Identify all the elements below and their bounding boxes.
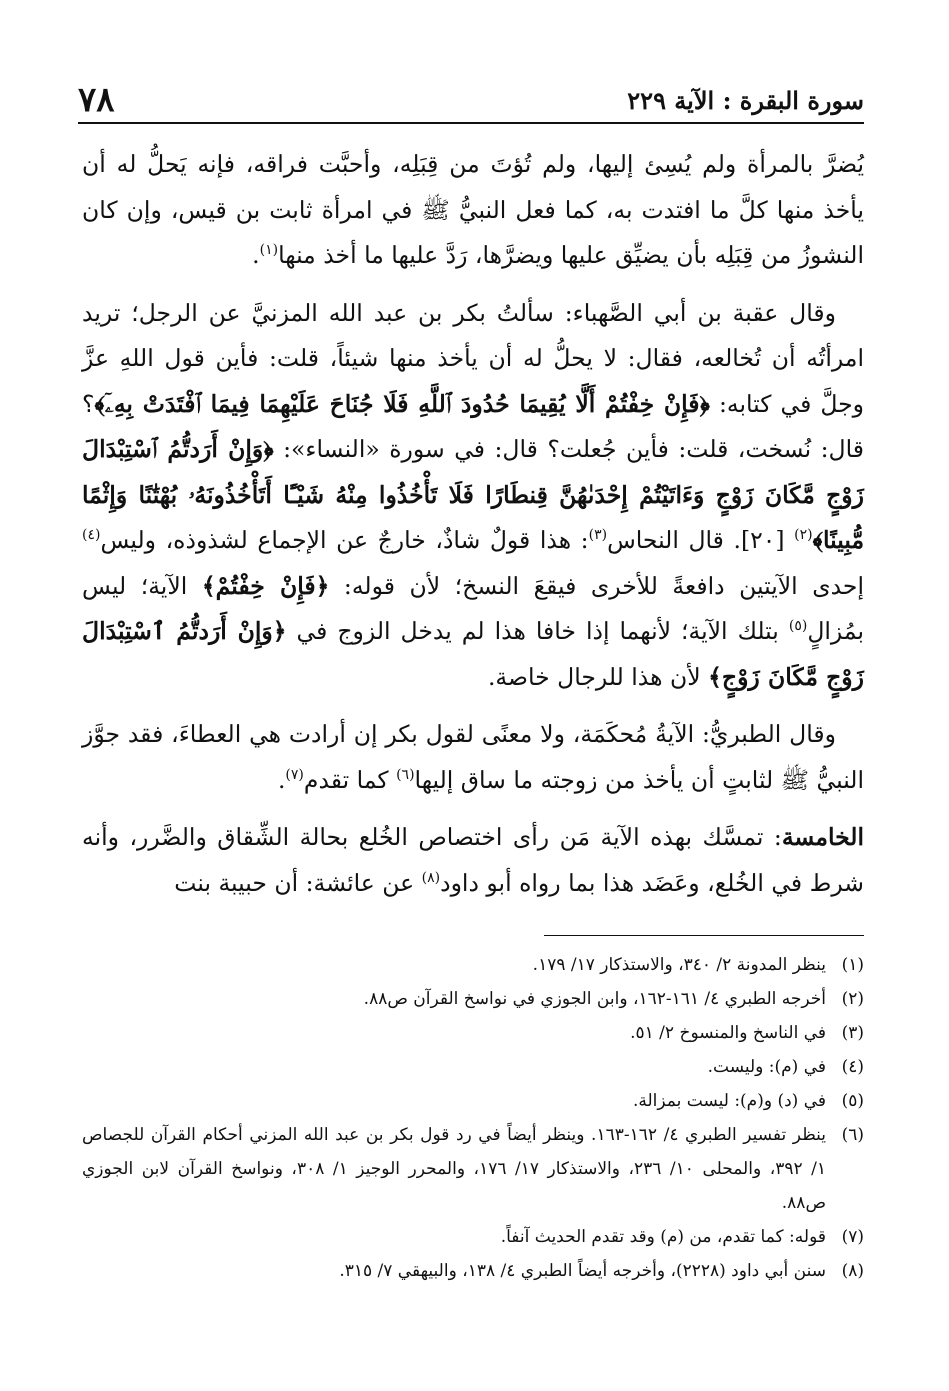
footnote-text: ينظر المدونة ٢/ ٣٤٠، والاستذكار ١٧/ ١٧٩. bbox=[532, 955, 826, 975]
footnotes bbox=[82, 948, 864, 1288]
text-run: إحدى الآيتين دافعةً للأخرى فيقعَ النسخ؛ لأن قوله: bbox=[329, 571, 864, 600]
footnote-separator bbox=[544, 935, 864, 936]
paragraph bbox=[82, 712, 864, 803]
quran-quote: ﴿فَإِنْ خِفْتُمْ﴾ bbox=[201, 571, 330, 600]
footnote bbox=[82, 1016, 864, 1050]
footnote bbox=[82, 1254, 864, 1288]
text-run: يُضرَّ بالمرأة ولم يُسِئ إليها، ولم تُؤتَ من قِبَلِه، وأحبَّت فراقه، فإنه يَحلُّ له أن يأخذ منها كلَّ ما افتدت به، كما فعل النبيُّ ﷺ في امرأة ثابت بن قيس، وإن كان النشوزُ من قِبَلِه بأن يضيِّق عليها ويضرَّها، رَدَّ عليها ما أخذ منها bbox=[82, 150, 864, 269]
footnote-text: ينظر تفسير الطبري ٤/ ١٦٢-١٦٣. وينظر أيضاً في رد قول بكر بن عبد الله المزني أحكام القرآن للجصاص ١/ ٣٩٢، والمحلى ١٠/ ٢٣٦، والاستذكار ١٧/ ١٧٦، والمحرر الوجيز ١/ ٣٠٨، ونواسخ القرآن لابن الجوزي ص٨٨. bbox=[82, 1125, 826, 1213]
text-run: . bbox=[277, 765, 286, 794]
text-run: كما تقدم bbox=[303, 765, 397, 794]
main-text bbox=[82, 142, 864, 918]
text-run: ؟ قال: نُسخت، قلت: فأين جُعلت؟ قال: في سورة «النساء»: bbox=[82, 389, 865, 463]
footnote-number: (٦) bbox=[841, 1125, 864, 1145]
footnote-text: سنن أبي داود (٢٢٢٨)، وأخرجه أيضاً الطبري ٤/ ١٣٨، والبيهقي ٧/ ٣١٥. bbox=[339, 1261, 826, 1281]
text-run: الآية؛ ليس بمُزالٍ bbox=[82, 571, 865, 645]
running-title: سورة البقرة : الآية ٢٢٩ bbox=[627, 86, 864, 115]
footnote-number: (١) bbox=[841, 955, 864, 975]
text-run: : تمسَّك بهذه الآية مَن رأى اختصاص الخُلع بحالة الشِّقاق والضَّرر، وأنه شرط في الخُلع، وعَضَد هذا بما رواه أبو داود bbox=[82, 823, 864, 897]
quran-quote: ﴿فَإِنْ خِفْتُمْ أَلَّا يُقِيمَا حُدُودَ ٱللَّهِ فَلَا جُنَاحَ عَلَيْهِمَا فِيمَا ٱفْتَدَتْ بِهِۦٓ﴾ bbox=[94, 389, 710, 418]
footnote bbox=[82, 1050, 864, 1084]
footnote-ref: (٤) bbox=[82, 527, 101, 544]
footnote-text: في (م): وليست. bbox=[707, 1057, 826, 1077]
text-run: عن عائشة: أن حبيبة بنت bbox=[174, 868, 422, 897]
footnote bbox=[82, 1118, 864, 1220]
footnote-number: (٥) bbox=[841, 1091, 864, 1111]
footnote-number: (٣) bbox=[841, 1023, 864, 1043]
footnote-ref: (٦) bbox=[396, 766, 415, 783]
quran-quote: ﴿وَإِنْ أَرَدتُّمُ ٱسْتِبْدَالَ زَوْجٍ مَّكَانَ زَوْجٍ وَءَاتَيْتُمْ إِحْدَىٰهُنَّ قِنطَارًا فَلَا تَأْخُذُوا مِنْهُ شَيْـًٔا أَتَأْخُذُونَهُۥ بُهْتَٰنًا وَإِثْمًا مُّبِينًا﴾ bbox=[82, 435, 865, 554]
paragraph bbox=[82, 142, 864, 279]
footnote-ref: (٢) bbox=[794, 527, 813, 544]
page-number: ٧٨ bbox=[78, 80, 115, 120]
text-run: بتلك الآية؛ لأنهما إذا خافا هذا لم يدخل الزوج في bbox=[286, 617, 789, 645]
text-run: لأن هذا للرجال خاصة. bbox=[487, 662, 709, 691]
quran-quote: ﴿وَإِنْ أَرَدتُّمُ ٱسْتِبْدَالَ زَوْجٍ مَّكَانَ زَوْجٍ﴾ bbox=[82, 617, 864, 691]
footnote bbox=[82, 1084, 864, 1118]
footnote-ref: (٣) bbox=[588, 527, 608, 544]
text-run: وقال الطبريُّ: الآيةُ مُحكَمَة، ولا معنًى لقول بكر إن أرادت هي العطاءَ، فقد جوَّز النبيُّ ﷺ لثابتٍ أن يأخذ من زوجته ما ساق إليها bbox=[82, 720, 864, 794]
text-run: وقال عقبة بن أبي الصَّهباء: سألتُ بكر بن عبد الله المزنيَّ عن الرجل؛ تريد امرأتُه أن تُخالعه، فقال: لا يحلُّ له أن يأخذ منها شيئاً، قلت: فأين قول اللهِ عزَّ وجلَّ في كتابه: bbox=[82, 298, 864, 418]
footnote-ref: (٥) bbox=[788, 618, 808, 635]
footnote bbox=[82, 1220, 864, 1254]
footnote bbox=[82, 948, 864, 982]
footnote-text: في الناسخ والمنسوخ ٢/ ٥١. bbox=[630, 1023, 826, 1043]
section-lead: الخامسة bbox=[781, 823, 864, 851]
footnote-number: (٢) bbox=[841, 989, 864, 1009]
footnote-number: (٨) bbox=[841, 1261, 864, 1281]
footnote-text: أخرجه الطبري ٤/ ١٦١-١٦٢، وابن الجوزي في نواسخ القرآن ص٨٨. bbox=[363, 989, 826, 1009]
footnote-text: قوله: كما تقدم، من (م) وقد تقدم الحديث آنفاً. bbox=[500, 1227, 826, 1247]
page-header bbox=[78, 78, 864, 124]
footnote-text: في (د) و(م): ليست بمزالة. bbox=[632, 1091, 826, 1111]
text-run: . bbox=[252, 241, 260, 269]
footnote-number: (٧) bbox=[841, 1227, 864, 1247]
paragraph bbox=[82, 815, 864, 906]
text-run: [٢٠]. قال النحاس bbox=[607, 526, 795, 554]
footnote-number: (٤) bbox=[841, 1057, 864, 1077]
text-run: : هذا قولٌ شاذٌ، خارجٌ عن الإجماع لشذوذه، وليس bbox=[100, 526, 589, 554]
paragraph bbox=[82, 291, 864, 701]
footnote bbox=[82, 982, 864, 1016]
footnote-ref: (٨) bbox=[421, 869, 441, 886]
footnote-ref: (١) bbox=[259, 242, 279, 259]
footnote-ref: (٧) bbox=[285, 766, 304, 783]
